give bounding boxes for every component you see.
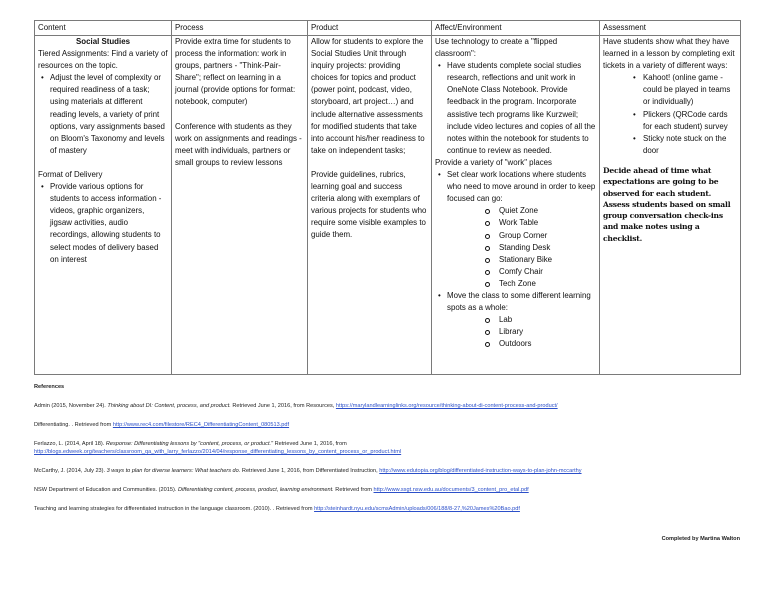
differentiation-table xyxy=(34,20,741,375)
list-item: Lab xyxy=(499,314,596,326)
header-affect-environment: Affect/Environment xyxy=(432,21,600,36)
reference-item: NSW Department of Education and Communities. (2015). Differentiating content, process, product, learning environment. Retrieved from http://www.ssgt.nsw.edu.au/documents/3_content_pro_etal.pdf xyxy=(34,487,529,493)
affect-cell xyxy=(432,36,600,375)
header-content: Content xyxy=(35,21,172,36)
reference-item: Differentiating. . Retrieved from http://www.rec4.com/filestore/REC4_DifferentiatingContent_080513.pdf xyxy=(34,422,290,428)
product-cell xyxy=(308,36,432,375)
list-item: Outdoors xyxy=(499,338,596,350)
product-text-2: Provide guidelines, rubrics, learning goal and success criteria along with exemplars of various projects for students who require some visible examples to guide them. xyxy=(311,169,427,240)
content-tiered-text: Tiered Assignments: Find a variety of resources on the topic. xyxy=(38,49,168,71)
process-text-2: Conference with students as they work on assignments and readings - meet with individuals, partners or small groups to review lessons xyxy=(175,121,302,167)
content-title: Social Studies xyxy=(76,37,130,46)
reference-item: McCarthy, J. (2014, July 23). 3 ways to plan for diverse learners: What teachers do. Retrieved June 1, 2016, from Differentiated Instruction, http://www.edutopia.org/blog/differentiated-instruction-ways-to-plan-john-mccarthy xyxy=(34,468,582,474)
list-item: Work Table xyxy=(499,217,596,229)
assessment-note: Decide ahead of time what expectations are going to be observed for each student. Assess students based on small group conversation check-ins and make notes using a checklist. xyxy=(603,165,731,243)
reference-item: Teaching and learning strategies for differentiated instruction in the language classroom. (2010). . Retrieved from http://steinhardt.nyu.edu/scmsAdmin/uploads/006/188/8-27,%20James%20Bao.pdf xyxy=(34,506,520,512)
affect-move-class-text: Move the class to some different learning spots as a whole: xyxy=(447,290,591,313)
body-row xyxy=(35,36,741,375)
references-section xyxy=(34,383,746,524)
assessment-cell xyxy=(600,36,741,375)
reference-link[interactable]: http://www.rec4.com/filestore/REC4_DifferentiatingContent_080513.pdf xyxy=(112,422,290,428)
reference-link[interactable]: http://steinhardt.nyu.edu/scmsAdmin/uploads/006/188/8-27,%20James%20Bao.pdf xyxy=(314,506,520,512)
list-item: Comfy Chair xyxy=(499,266,596,278)
reference-link[interactable]: https://marylandlearninglinks.org/resource/thinking-about-di-content-process-and-product/ xyxy=(335,403,558,409)
reference-link[interactable]: http://www.edutopia.org/blog/differentiated-instruction-ways-to-plan-john-mccarthy xyxy=(379,468,582,474)
header-process: Process xyxy=(172,21,308,36)
affect-work-locations-text: Set clear work locations where students who need to move around in order to keep focused can go: xyxy=(447,170,596,204)
header-product: Product xyxy=(308,21,432,36)
list-item: Standing Desk xyxy=(499,242,596,254)
list-item: • Adjust the level of complexity or required readiness of a task; using materials at different reading levels, a variety of print options, vary assignments based on Bloom's Taxonomy and levels of mastery xyxy=(50,72,168,157)
product-text-1: Allow for students to explore the Social Studies Unit through inquiry projects: providing choices for topics and product (power point, podcast, video, storyboard, art project…) and include alternative assessments for modified students that take into account his/her readiness to take on independent tasks; xyxy=(311,37,425,155)
affect-bullets-1 xyxy=(435,60,596,157)
list-item: • Provide various options for students to access information - videos, graphic organizers, jigsaw activities, audio recordings, allowing students to select modes of delivery based on interest xyxy=(50,181,168,266)
list-item: • Have students complete social studies research, reflections and unit work in OneNote Class Notebook. Provide feedback in the program. Incorporate assistive tech programs like Kurzweil; include video lectures and copies of all the notes within the notebook for students to continue to review as needed. xyxy=(447,60,596,157)
content-bullets-2 xyxy=(38,181,168,266)
header-row xyxy=(35,21,741,36)
list-item: Quiet Zone xyxy=(499,205,596,217)
list-item: Tech Zone xyxy=(499,278,596,290)
process-text-1: Provide extra time for students to process the information: work in groups, partners - "Think-Pair-Share"; reflect on learning in a journal (provide options for format: notebook, computer) xyxy=(175,37,296,107)
list-item: • Sticky note stuck on the door xyxy=(643,133,737,157)
list-item xyxy=(447,290,596,350)
affect-bullets-2 xyxy=(435,169,596,350)
references-title: References xyxy=(34,384,65,390)
content-cell xyxy=(35,36,172,375)
reference-item: Admin (2015, November 24). Thinking about DI: Content, process, and product. Retrieved June 1, 2016, from Resources, https://marylandlearninglinks.org/resource/thinking-about-di-content-process-and-product/ xyxy=(34,403,558,409)
content-bullets-1 xyxy=(38,72,168,157)
affect-flipped-heading: Use technology to create a "flipped classroom": xyxy=(435,37,558,59)
list-item: Group Corner xyxy=(499,230,596,242)
reference-link[interactable]: http://www.ssgt.nsw.edu.au/documents/3_content_pro_etal.pdf xyxy=(373,487,529,493)
list-item xyxy=(447,169,596,290)
work-places-list xyxy=(447,205,596,290)
list-item: Stationary Bike xyxy=(499,254,596,266)
reference-link[interactable]: http://blogs.edweek.org/teachers/classroom_qa_with_larry_ferlazzo/2014/04/response_differentiating_lessons_by_content_process_or_product.html xyxy=(34,449,402,455)
reference-item: Ferlazzo, L. (2014, April 18). Response: Differentiating lessons by "content, process, or product." Retrieved June 1, 2016, from http://blogs.edweek.org/teachers/classroom_qa_with_larry_ferlazzo/2014/04/response_differentiating_lessons_by_content_process_or_product.html xyxy=(34,441,402,455)
affect-workplaces-heading: Provide a variety of "work" places xyxy=(435,157,552,167)
list-item: • Plickers (QRCode cards for each student) survey xyxy=(643,109,737,133)
list-item: Library xyxy=(499,326,596,338)
header-assessment: Assessment xyxy=(600,21,741,36)
exit-ticket-list xyxy=(603,72,737,157)
learning-spots-list xyxy=(447,314,596,350)
content-format-heading: Format of Delivery xyxy=(38,169,103,179)
completed-by-credit: Completed by Martina Walton xyxy=(661,536,740,542)
process-cell xyxy=(172,36,308,375)
assessment-text: Have students show what they have learned in a lesson by completing exit tickets in a variety of different ways: xyxy=(603,37,735,71)
list-item: • Kahoot! (online game - could be played in teams or individually) xyxy=(643,72,737,108)
